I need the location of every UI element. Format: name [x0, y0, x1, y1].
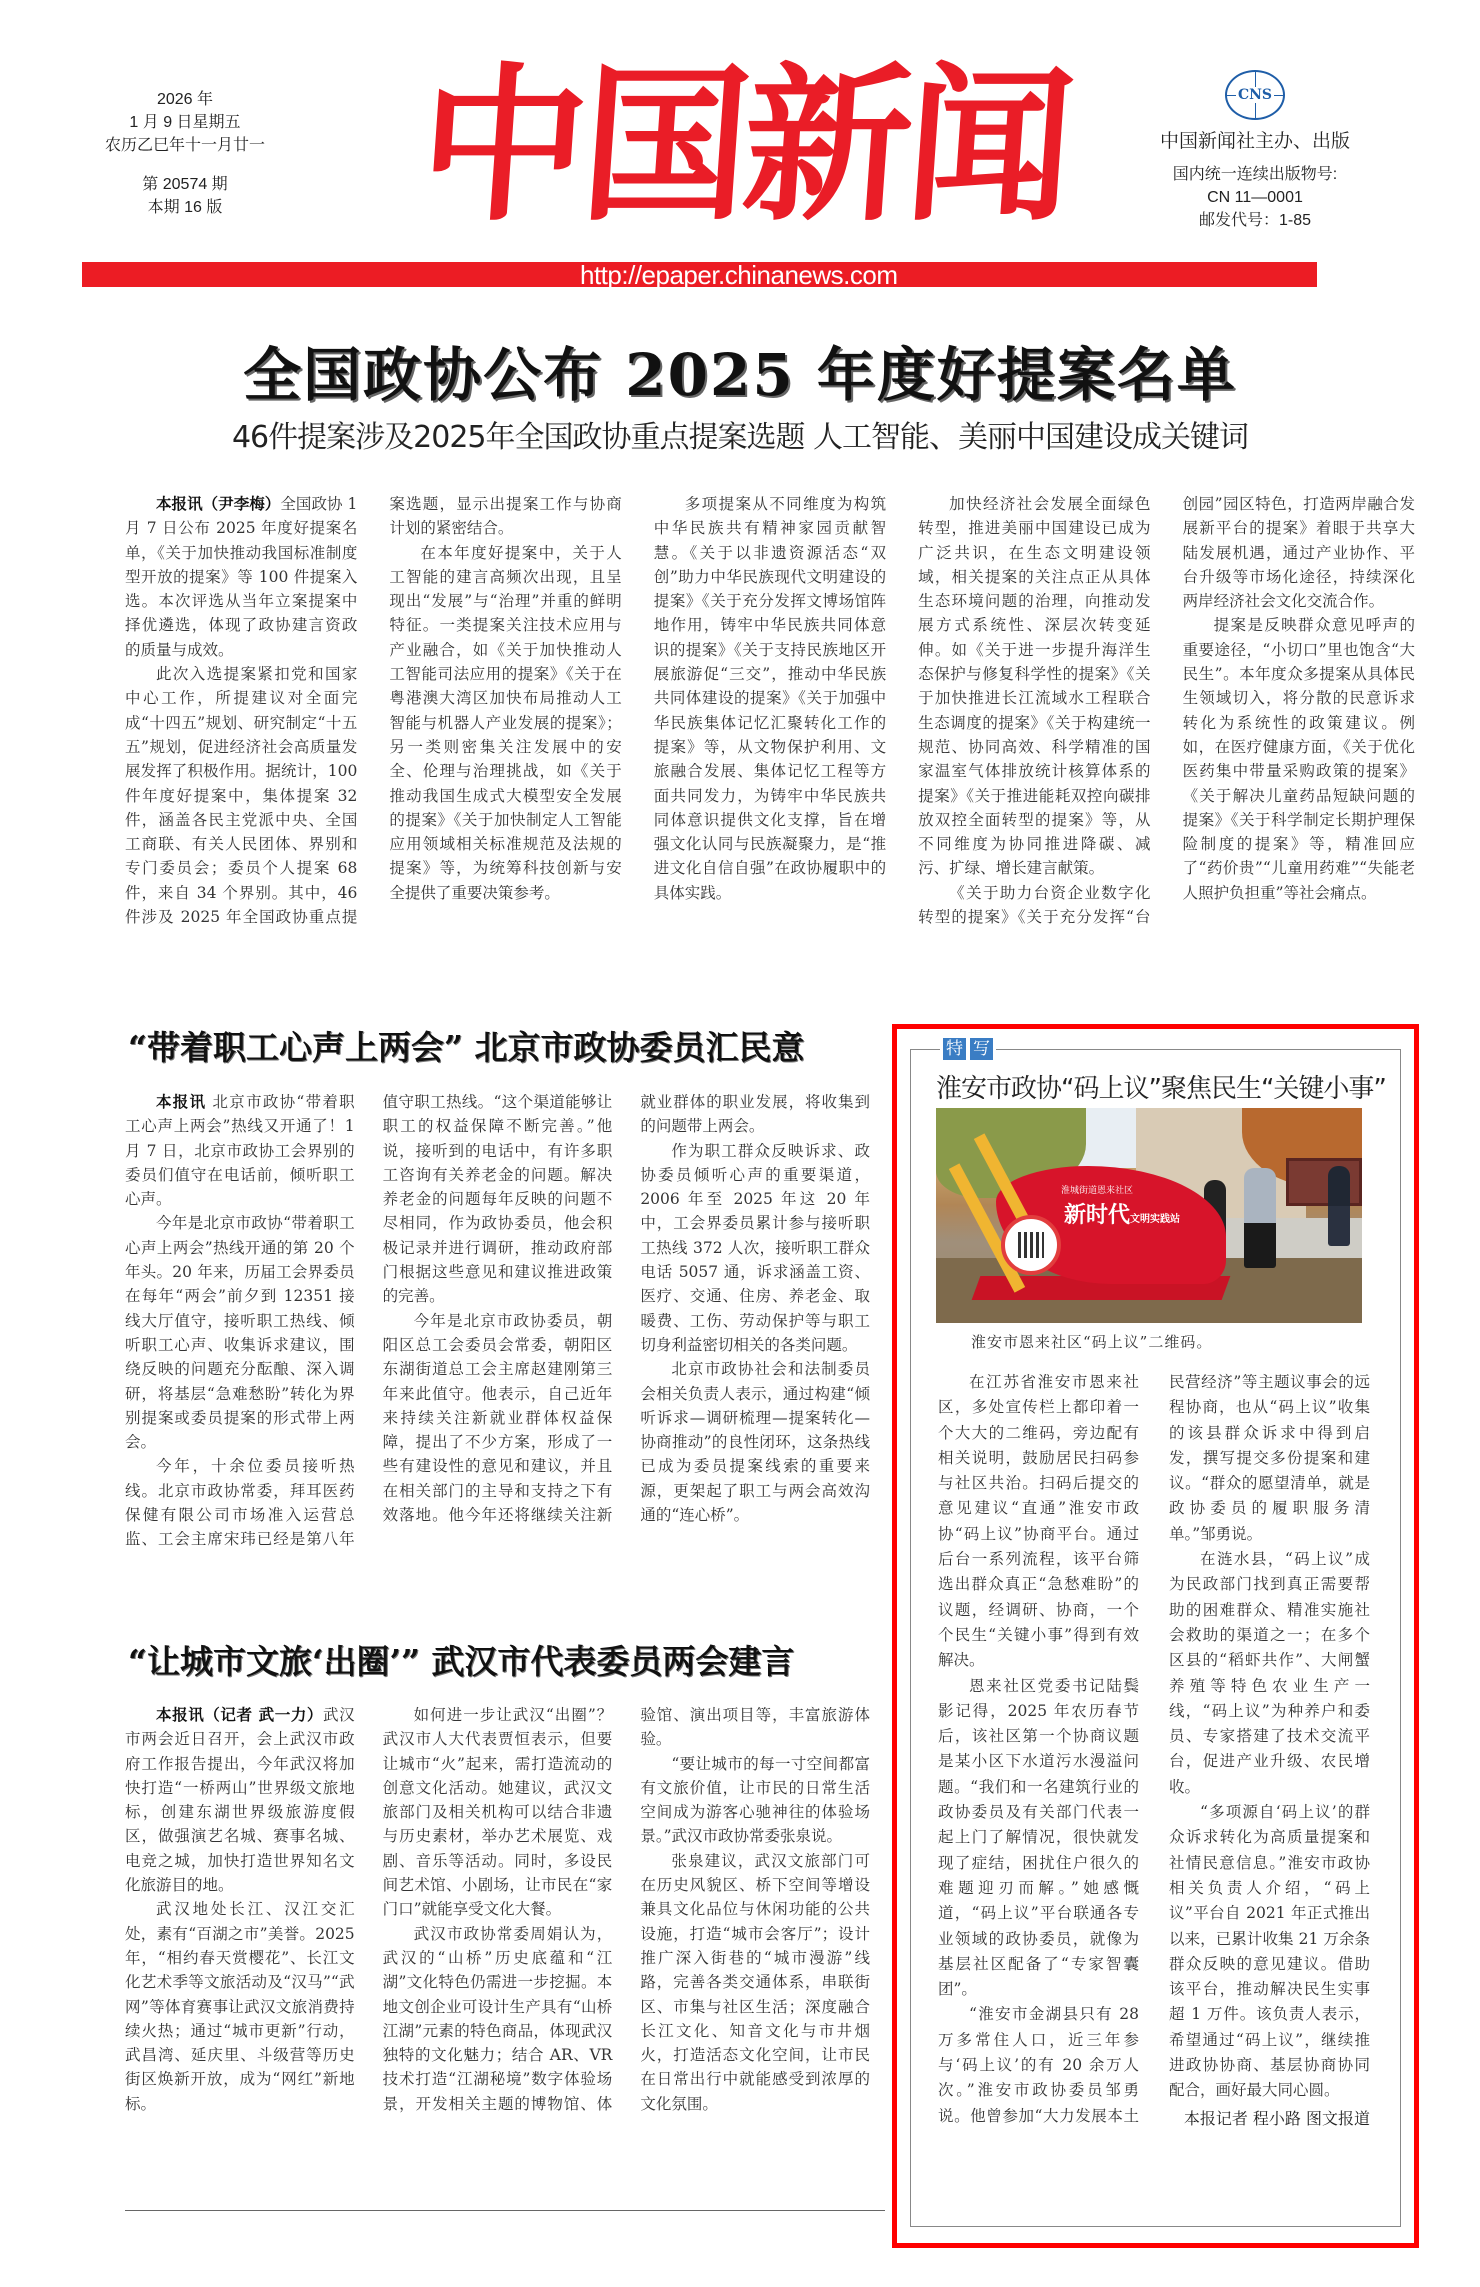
date-issue-block: [80, 88, 290, 219]
logo-char: 闻: [899, 46, 1075, 244]
photo-caption: 淮安市恩来社区“码上议”二维码。: [971, 1333, 1213, 1351]
publisher-info: [1120, 70, 1390, 232]
paragraph: “多项源自‘码上议’的群众诉求转化为高质量提案和社情民意信息。”淮安市政协相关负责人介绍，“码上议”平台自 2021 年正式推出以来，已累计收集 21 万余条群众反映的意见建议。借助该平台，推动解决民生实事超 1 万件。该负责人表示，希望通过“码上议”，继续推进政协协商、基层协商协同配合，画好最大同心圆。: [1169, 1803, 1370, 2100]
paragraph: 在本年度好提案中，关于人工智能的建言高频次出现，且呈现出“发展”与“治理”并重的鲜明特征。一类提案关注技术应用与产业融合，如《关于加快推动人工智能司法应用的提案》《关于在粤港澳大湾区加快布局推动人工智能与机器人产业发展的提案》；另一类则密集关注发展中的安全、伦理与治理挑战，如《关于推动我国生成式大模型安全发展的提案》《关于加快制定人工智能应用领域相关标准规范及法规的提案》等，为统筹科技创新与安全提供了重要决策参考。: [389, 543, 622, 902]
date-year: 2026 年: [156, 91, 214, 108]
feature-box: [892, 1024, 1419, 2248]
paragraph: 武汉地处长江、汉江交汇处，素有“百湖之市”美誉。2025 年，“相约春天赏樱花”、长江文化艺术季等文旅活动及“汉马”“武网”等体育赛事让武汉文旅消费持续火热；通过“城市更新”行动，武昌湾、延庆里、斗级营等历史街区焕新开放，成为“网红”新地标。: [125, 1900, 355, 2113]
lead-subheadline: 46件提案涉及2025年全国政协重点提案选题 人工智能、美丽中国建设成关键词: [231, 420, 1249, 455]
postal-code: 邮发代号：1-85: [1198, 212, 1312, 229]
epaper-url-link[interactable]: http://epaper.chinanews.com: [580, 260, 898, 290]
paragraph: 今年，十余位委员接听热线。北京市政协常委，拜耳医药保健有限公司市场准入运营总监、工会主席宋玮已经是第八年值守职工热线。“这个渠道能够让职工的权益保障不断完善。”他说，接听到的电话中，有许多职工咨询有关养老金的问题。解决养老金的问题每年反映的问题不尽相同，作为政协委员，他会积极记录并进行调研，推动政府部门根据这些意见和建议推进政策的完善。: [125, 1093, 613, 1549]
pedestrian: [1244, 1168, 1276, 1268]
serial-label: 国内统一连续出版物号:: [1172, 166, 1338, 183]
publisher-name: 中国新闻社主办、出版: [1159, 131, 1350, 152]
feature-headline: 淮安市政协“码上议”聚焦民生“关键小事”: [936, 1074, 1386, 1104]
paragraph: 多项提案从不同维度为构筑中华民族共有精神家园贡献智慧。《关于以非遗资源活态“双创”助力中华民族现代文明建设的提案》《关于充分发挥文博场馆阵地作用，铸牢中华民族共同体意识的提案》《关于支持民族地区开展旅游促“三交”，推动中华民族共同体建设的提案》《关于加强中华民族集体记忆汇聚转化工作的提案》等，从文物保护利用、文旅融合发展、集体记忆工程等方面共同发力，为铸牢中华民族共同体意识提供文化支撑，旨在增强文化认同与民族凝聚力，是“推进文化自信自强”在政协履职中的具体实践。: [653, 495, 887, 902]
tag-char: 写: [970, 1038, 993, 1060]
paragraph: 加快经济社会发展全面绿色转型，推进美丽中国建设已成为广泛共识，在生态文明建设领域，相关提案的关注点正从具体生态环境问题的治理，向推动发展方式系统性、深层次转变延伸。如《关于进一步提升海洋生态保护与修复科学性的提案》《关于加快推进长江流域水工程联合生态调度的提案》《关于构建统一规范、协同高效、科学精准的国家温室气体排放统计核算体系的提案》《关于推进能耗双控向碳排放双控全面转型的提案》等，从不同维度为协同推进降碳、减污、扩绿、增长建言献策。: [918, 495, 1151, 878]
byline: 本报记者 程小路 图文报道: [1183, 2108, 1370, 2128]
newspaper-logo: [413, 40, 1075, 250]
feature-inner-frame: [910, 1039, 1401, 2227]
lead-story-body: [125, 492, 1415, 992]
dateline: 本报讯（记者 武一力）: [156, 1706, 324, 1724]
dateline: 本报讯（尹李梅）: [156, 495, 281, 513]
paragraph: 北京市政协社会和法制委员会相关负责人表示，通过构建“倾听诉求—调研梳理—提案转化—协商推动”的良性闭环，这条热线已成为委员提案线索的重要来源，更架起了职工与两会高效沟通的“连心桥”。: [640, 1360, 870, 1525]
date-day: 1 月 9 日星期五: [129, 114, 241, 131]
paragraph: 恩来社区党委书记陆鬓影记得，2025 年农历春节后，该社区第一个协商议题是某小区下水道污水漫溢问题。“我们和一名建筑行业的政协委员及有关部门代表一起上门了解情况，很快就发现了症结，困扰住户很久的难题迎刃而解。”她感慨道，“码上议”平台联通各专业领域的政协委员，就像为基层社区配备了“专家智囊团”。: [938, 1676, 1139, 1999]
issue-number: 第 20574 期: [142, 176, 228, 193]
cns-globe-icon: CNS: [1225, 70, 1285, 120]
cn-number: CN 11—0001: [1207, 189, 1303, 206]
feature-tag: [940, 1038, 996, 1060]
dateline: 本报讯: [156, 1093, 207, 1111]
paragraph: “要让城市的每一寸空间都富有文旅价值，让市民的日常生活空间成为游客心驰神往的体验场景。”武汉市政协常委张泉说。: [640, 1754, 870, 1846]
feature-story-body: [938, 1370, 1370, 2230]
notice-board: [1286, 1158, 1362, 1206]
issue-pages: 本期 16 版: [147, 199, 223, 216]
paragraph: 作为职工群众反映诉求、政协委员倾听心声的重要渠道，2006 年至 2025 年这 20 年中，工会界委员累计参与接听职工热线 372 人次，接听职工群众电话 5057 通，诉求涵盖工资、医疗、交通、住房、养老金、取暖费、工伤、劳动保护等与职工切身利益密切相关的各类问题。: [640, 1141, 870, 1354]
paragraph: 武汉市政协常委周娟认为，武汉的“山桥”历史底蕴和“江湖”文化特色仍需进一步挖掘。本地文创企业可设计生产具有“山桥江湖”元素的特色商品，体现武汉独特的文化魅力；结合 AR、VR 技术打造“江湖秘境”数字体验场景，开发相关主题的博物馆、体验馆、演出项目等，丰富旅游体验。: [382, 1706, 870, 2113]
paragraph: 北京市政协“带着职工心声上两会”热线又开通了！1 月 7 日，北京市政协工会界别的委员们值守在电话前，倾听职工心声。: [125, 1093, 355, 1209]
tag-char: 特: [943, 1038, 966, 1060]
qr-code-icon: [1001, 1215, 1061, 1275]
paragraph: 此次入选提案紧扣党和国家中心工作，所提建议对全面完成“十四五”规划、研究制定“十五五”规划，促进经济社会高质量发展发挥了积极作用。据统计，100 件年度好提案中，集体提案 32 件，涵盖各民主党派中央、全国工商联、有关人民团体、界别和专门委员会；委员个人提案 68 件，来自 34 个界别。其中，46 件涉及 2025 年全国政协重点提案选题，显示出提案工作与协商计划的紧密结合。: [125, 495, 622, 927]
pedestrian: [1328, 1166, 1350, 1246]
paragraph: “淮安市金湖县只有 28 万多常住人口，近三年参与‘码上议’的有 20 余万人次。”淮安市政协委员邹勇说。他曾参加“大力发展本土民营经济”等主题议事会的远程协商，也从“码上议”收集的该县群众诉求中得到启发，撰写提交多份提案和建议。“群众的愿望清单，就是政协委员的履职服务清单。”邹勇说。: [938, 1373, 1370, 2125]
paragraph: 提案是反映群众意见呼声的重要途径，“小切口”里也饱含“大民生”。本年度众多提案从具体民生领域切入，将分散的民意诉求转化为系统性的政策建议。例如，在医疗健康方面，《关于优化医药集中带量采购政策的提案》《关于解决儿童药品短缺问题的提案》《关于科学制定长期护理保险制度的提案》等，精准回应了“药价贵”“儿童用药难”“失能老人照护负担重”等社会痛点。: [1182, 616, 1415, 902]
wuhan-headline: “让城市文旅‘出圈’” 武汉市代表委员两会建言: [128, 1642, 795, 1681]
paragraph: 在涟水县，“码上议”成为民政部门找到真正需要帮助的困难群众、精准实施社会救助的渠道之一；在多个区县的“稻虾共作”、大闸蟹养殖等特色农业生产一线，“码上议”为种养户和委员、专家搭建了技术交流平台，促进产业升级、农民增收。: [1169, 1550, 1370, 1796]
paragraph: 今年是北京市政协“带着职工心声上两会”热线开通的第 20 个年头。20 年来，历届工会界委员在每年“两会”前夕到 12351 接线大厅值守，接听职工热线、倾听职工心声、收集诉求建议，围绕反映的问题充分酝酿、深入调研，将基层“急难愁盼”转化为界别提案或委员提案的形式带上两会。: [125, 1214, 355, 1452]
logo-char: 国: [575, 46, 751, 244]
sign-title: 新时代文明实践站: [1064, 1202, 1181, 1228]
paragraph: 《关于助力台资企业数字化转型的提案》《关于充分发挥“台创园”园区特色，打造两岸融合发展新平台的提案》着眼于共享大陆发展机遇，通过产业协作、平台升级等市场化途径，持续深化两岸经济社会文化交流合作。: [918, 495, 1415, 927]
wuhan-story-body: [125, 1703, 870, 2183]
logo-char: 新: [737, 46, 913, 244]
section-divider: [125, 2210, 885, 2211]
paragraph: 今年是北京市政协委员，朝阳区总工会委员会常委，朝阳区东湖街道总工会主席赵建刚第三年来此值守。他表示，自己近年来持续关注新就业群体权益保障，提出了不少方案，形成了一些有建设性的意见和建议，并且在相关部门的主导和支持之下有效落地。他今年还将继续关注新就业群体的职业发展，将收集到的问题带上两会。: [382, 1093, 870, 1525]
date-lunar: 农历乙巳年十一月廿一: [104, 137, 265, 154]
sign-community-name: 淮城街道恩来社区: [1061, 1183, 1133, 1196]
paragraph: 如何进一步让武汉“出圈”？武汉市人大代表贾恒表示，但要让城市“火”起来，需打造流动的创意文化活动。她建议，武汉文旅部门及相关机构可以结合非遗与历史素材，举办艺术展览、戏剧、音乐等活动。同时，多设民间艺术馆、小剧场，让市民在“家门口”就能享受文化大餐。: [382, 1706, 613, 1919]
paragraph: 武汉市两会近日召开，会上武汉市政府工作报告提出，今年武汉将加快打造“一桥两山”世界级文旅地标，创建东湖世界级旅游度假区，做强演艺名城、赛事名城、电竞之城，加快打造世界知名文化旅游目的地。: [125, 1706, 355, 1895]
paragraph: 张泉建议，武汉文旅部门可在历史风貌区、桥下空间等增设兼具文化品位与休闲功能的公共设施，打造“城市会客厅”；设计推广深入街巷的“城市漫游”线路，完善各类交通体系，串联街区、市集与社区生活；深度融合长江文化、知音文化与市井烟火，打造活态文化空间，让市民在日常出行中就能感受到浓厚的文化氛围。: [640, 1851, 870, 2113]
masthead-bar: [82, 260, 1317, 290]
paragraph: 全国政协 1 月 7 日公布 2025 年度好提案名单，《关于加快推动我国标准制度型开放的提案》等 100 件提案入选。本次评选从当年立案提案中择优遴选，体现了政协建言资政的质量与成效。: [125, 495, 358, 659]
paragraph: 在江苏省淮安市恩来社区，多处宣传栏上都印着一个大大的二维码，旁边配有相关说明，鼓励居民扫码参与社区共治。扫码后提交的意见建议“直通”淮安市政协“码上议”协商平台。通过后台一系列流程，该平台筛选出群众真正“急愁难盼”的议题，经调研、协商，一个个民生“关键小事”得到有效解决。: [938, 1373, 1139, 1670]
beijing-story-body: [125, 1090, 870, 1570]
feature-photo: [936, 1108, 1362, 1323]
logo-char: 中: [413, 46, 589, 244]
beijing-headline: “带着职工心声上两会” 北京市政协委员汇民意: [128, 1028, 805, 1067]
lead-headline: 全国政协公布 2025 年度好提案名单: [243, 341, 1237, 409]
